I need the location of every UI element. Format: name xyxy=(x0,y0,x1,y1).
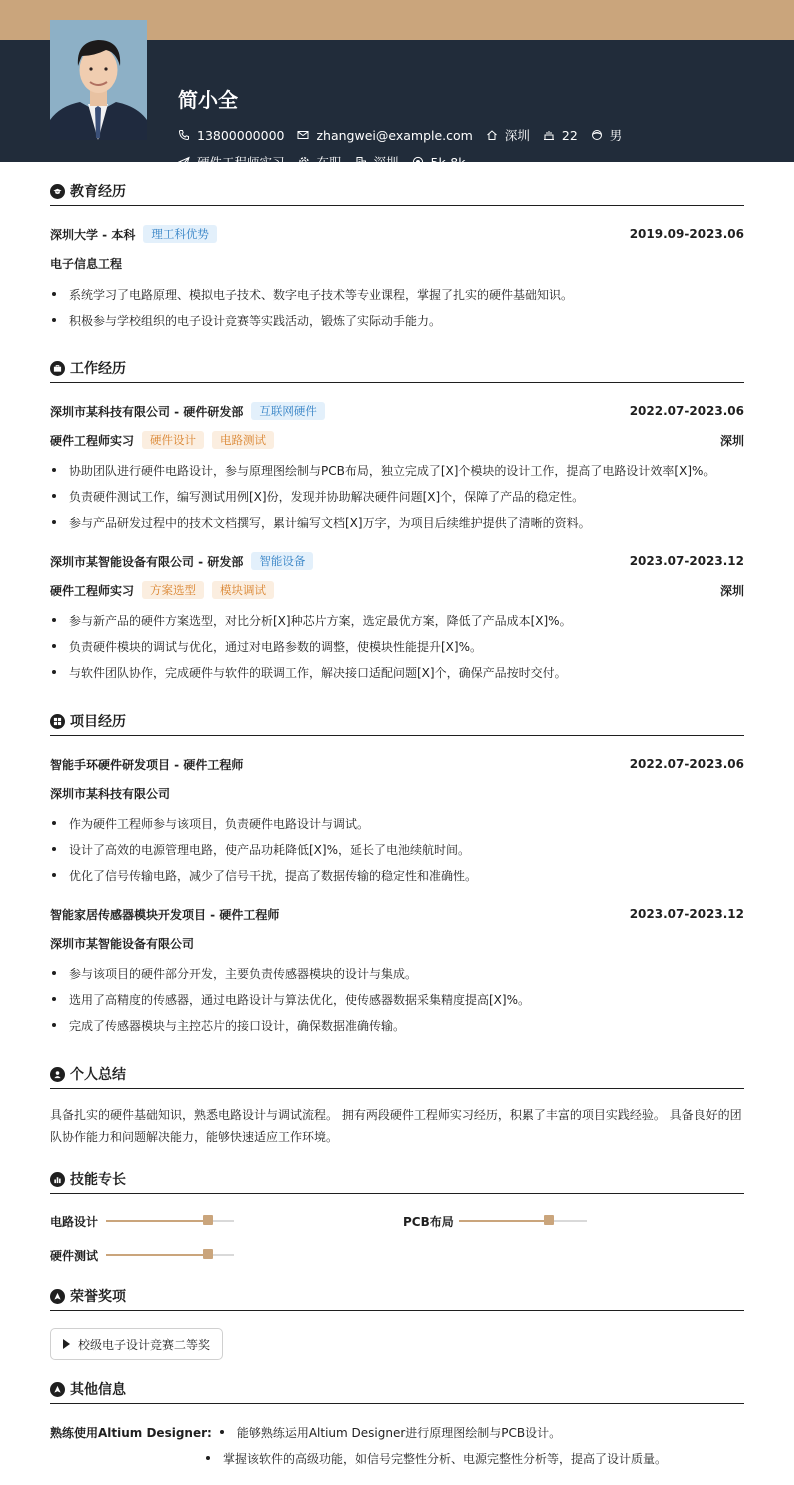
section-title: 荣誉奖项 xyxy=(70,1289,126,1305)
other-bullet: 能够熟练运用Altium Designer进行原理图绘制与PCB设计。 xyxy=(236,1425,562,1440)
work-city: 深圳 xyxy=(719,433,744,448)
company-name: 深圳市某智能设备有限公司 - 研发部 xyxy=(50,554,244,569)
skill-level-bar xyxy=(106,1254,234,1256)
major-name: 电子信息工程 xyxy=(50,256,123,271)
gear-icon xyxy=(298,156,310,168)
home-icon xyxy=(486,129,498,141)
target-city-text: 深圳 xyxy=(373,155,399,170)
list-item: 完成了传感器模块与主控芯片的接口设计，确保数据准确传输。 xyxy=(50,1016,744,1034)
major-row xyxy=(50,253,744,273)
list-item: 协助团队进行硬件电路设计，参与原理图绘制与PCB布局，独立完成了[X]个模块的设计工作，提高了电路设计效率[X]%。 xyxy=(50,461,744,479)
project-org: 深圳市某科技有限公司 xyxy=(50,786,171,801)
list-item: 积极参与学校组织的电子设计竞赛等实践活动，锻炼了实际动手能力。 xyxy=(50,311,744,329)
money-icon xyxy=(412,156,424,168)
status-text: 在职 xyxy=(316,155,342,170)
gender-text: 男 xyxy=(609,128,623,143)
section-title: 个人总结 xyxy=(70,1067,126,1083)
email-item xyxy=(297,128,472,143)
expand-triangle-icon xyxy=(63,1339,70,1349)
company-name: 深圳市某科技有限公司 - 硬件研发部 xyxy=(50,404,244,419)
candidate-name: 简小全 xyxy=(178,88,238,112)
send-icon xyxy=(178,156,190,168)
list-item: 参与产品研发过程中的技术文档撰写，累计编写文档[X]万字，为项目后续维护提供了清晰的资料。 xyxy=(50,513,744,531)
skill-level-handle xyxy=(203,1249,213,1259)
summary-heading xyxy=(50,1063,744,1089)
email-text: zhangwei@example.com xyxy=(316,127,473,143)
skills-heading xyxy=(50,1168,744,1194)
user-icon xyxy=(50,1067,65,1082)
age-item xyxy=(543,128,578,143)
skill-level-fill xyxy=(106,1220,208,1222)
skill-item xyxy=(50,1212,234,1230)
school-name: 深圳大学 - 本科 xyxy=(50,227,136,242)
industry-tag: 智能设备 xyxy=(251,552,313,570)
other-section xyxy=(50,1378,744,1466)
skill-level-handle xyxy=(544,1215,554,1225)
list-item: 设计了高效的电源管理电路，使产品功耗降低[X]%，延长了电池续航时间。 xyxy=(50,840,744,858)
other-label: 熟练使用Altium Designer: xyxy=(50,1425,212,1440)
education-heading xyxy=(50,180,744,206)
city-item xyxy=(486,126,530,144)
list-item: 系统学习了电路原理、模拟电子技术、数字电子技术等专业课程，掌握了扎实的硬件基础知识。 xyxy=(50,285,744,303)
project-entry-header xyxy=(50,904,744,924)
summary-text xyxy=(50,1104,744,1148)
info-icon xyxy=(50,1382,65,1397)
summary-line: 具备扎实的硬件基础知识，熟悉电路设计与调试流程。 拥有两段硬件工程师实习经历，积累了丰富的项目实践经验。 具备良好的团 xyxy=(50,1108,742,1122)
gender-icon xyxy=(591,129,603,141)
projects-section xyxy=(50,710,744,1033)
section-title: 项目经历 xyxy=(70,714,126,730)
work-date: 2023.07-2023.12 xyxy=(629,554,744,568)
project-date: 2022.07-2023.06 xyxy=(629,757,744,771)
skill-tag: 模块调试 xyxy=(212,581,274,599)
work-section xyxy=(50,357,744,680)
award-icon xyxy=(50,1289,65,1304)
cake-icon xyxy=(543,129,555,141)
skill-level-fill xyxy=(459,1220,549,1222)
job-intent-row xyxy=(178,153,478,171)
contact-row xyxy=(178,126,635,144)
work-role-row xyxy=(50,580,744,600)
bullet-dot xyxy=(206,1456,210,1460)
honors-heading xyxy=(50,1285,744,1311)
award-name: 校级电子设计竞赛二等奖 xyxy=(78,1337,211,1352)
chart-icon xyxy=(50,1172,65,1187)
skill-level-fill xyxy=(106,1254,208,1256)
project-entry-header xyxy=(50,754,744,774)
phone-item xyxy=(178,128,284,143)
other-entry xyxy=(204,1448,744,1468)
target-city-item xyxy=(355,153,399,171)
avatar-illustration xyxy=(50,20,147,140)
education-entry-header xyxy=(50,224,744,244)
section-title: 技能专长 xyxy=(70,1172,126,1188)
project-org-row xyxy=(50,783,744,803)
other-entry xyxy=(50,1422,744,1442)
other-heading xyxy=(50,1378,744,1404)
industry-tag: 互联网硬件 xyxy=(251,402,325,420)
age-text: 22 xyxy=(561,127,578,143)
gender-item xyxy=(591,126,623,144)
list-item: 负责硬件模块的调试与优化，通过对电路参数的调整，使模块性能提升[X]%。 xyxy=(50,637,744,655)
work-date: 2022.07-2023.06 xyxy=(629,404,744,418)
skill-name: 硬件测试 xyxy=(50,1248,99,1263)
skill-tag: 电路测试 xyxy=(212,431,274,449)
skill-name: 电路设计 xyxy=(50,1214,99,1229)
section-title: 工作经历 xyxy=(70,361,126,377)
education-tag: 理工科优势 xyxy=(143,225,217,243)
status-item xyxy=(298,153,342,171)
salary-item xyxy=(412,155,466,170)
work-entry-header xyxy=(50,551,744,571)
work-entry-header xyxy=(50,401,744,421)
section-title: 其他信息 xyxy=(70,1382,126,1398)
list-item: 与软件团队协作，完成硬件与软件的联调工作，解决接口适配问题[X]个，确保产品按时交付。 xyxy=(50,663,744,681)
city-text: 深圳 xyxy=(504,128,530,143)
skill-level-handle xyxy=(203,1215,213,1225)
section-title: 教育经历 xyxy=(70,184,126,200)
list-item: 参与新产品的硬件方案选型，对比分析[X]种芯片方案，选定最优方案，降低了产品成本[X]%。 xyxy=(50,611,744,629)
skill-level-bar xyxy=(459,1220,587,1222)
honors-section xyxy=(50,1285,744,1352)
project-name: 智能手环硬件研发项目 - 硬件工程师 xyxy=(50,757,244,772)
skill-tag: 硬件设计 xyxy=(142,431,204,449)
phone-icon xyxy=(178,129,190,141)
list-item: 作为硬件工程师参与该项目，负责硬件电路设计与调试。 xyxy=(50,814,744,832)
list-item: 参与该项目的硬件部分开发，主要负责传感器模块的设计与集成。 xyxy=(50,964,744,982)
project-date: 2023.07-2023.12 xyxy=(629,907,744,921)
skill-tag: 方案选型 xyxy=(142,581,204,599)
briefcase-icon xyxy=(50,361,65,376)
education-section xyxy=(50,180,744,328)
award-item[interactable] xyxy=(50,1328,223,1360)
work-city: 深圳 xyxy=(719,583,744,598)
list-item: 选用了高精度的传感器，通过电路设计与算法优化，使传感器数据采集精度提高[X]%。 xyxy=(50,990,744,1008)
work-heading xyxy=(50,357,744,383)
profile-photo xyxy=(50,20,147,140)
building-icon xyxy=(355,156,367,168)
list-item: 负责硬件测试工作，编写测试用例[X]份，发现并协助解决硬件问题[X]个，保障了产品的稳定性。 xyxy=(50,487,744,505)
work-role-row xyxy=(50,430,744,450)
other-bullet: 掌握该软件的高级功能，如信号完整性分析、电源完整性分析等，提高了设计质量。 xyxy=(223,1451,668,1466)
position-text: 硬件工程师实习 xyxy=(197,155,285,170)
position-item xyxy=(178,153,285,171)
grid-icon xyxy=(50,714,65,729)
project-org: 深圳市某智能设备有限公司 xyxy=(50,936,195,951)
list-item: 优化了信号传输电路，减少了信号干扰，提高了数据传输的稳定性和准确性。 xyxy=(50,866,744,884)
skill-item xyxy=(403,1212,587,1230)
role-name: 硬件工程师实习 xyxy=(50,433,135,448)
summary-line: 队协作能力和问题解决能力，能够快速适应工作环境。 xyxy=(50,1130,339,1144)
phone-text: 13800000000 xyxy=(197,127,285,143)
education-date: 2019.09-2023.06 xyxy=(629,227,744,241)
bullet-dot xyxy=(220,1430,224,1434)
skill-item xyxy=(50,1246,234,1264)
skill-level-bar xyxy=(106,1220,234,1222)
salary-text: 5k-8k xyxy=(430,154,466,170)
summary-section xyxy=(50,1063,744,1144)
project-org-row xyxy=(50,933,744,953)
graduation-cap-icon xyxy=(50,184,65,199)
projects-heading xyxy=(50,710,744,736)
project-name: 智能家居传感器模块开发项目 - 硬件工程师 xyxy=(50,907,280,922)
skill-name: PCB布局 xyxy=(403,1214,454,1229)
mail-icon xyxy=(297,129,309,141)
skills-section xyxy=(50,1168,744,1263)
role-name: 硬件工程师实习 xyxy=(50,583,135,598)
